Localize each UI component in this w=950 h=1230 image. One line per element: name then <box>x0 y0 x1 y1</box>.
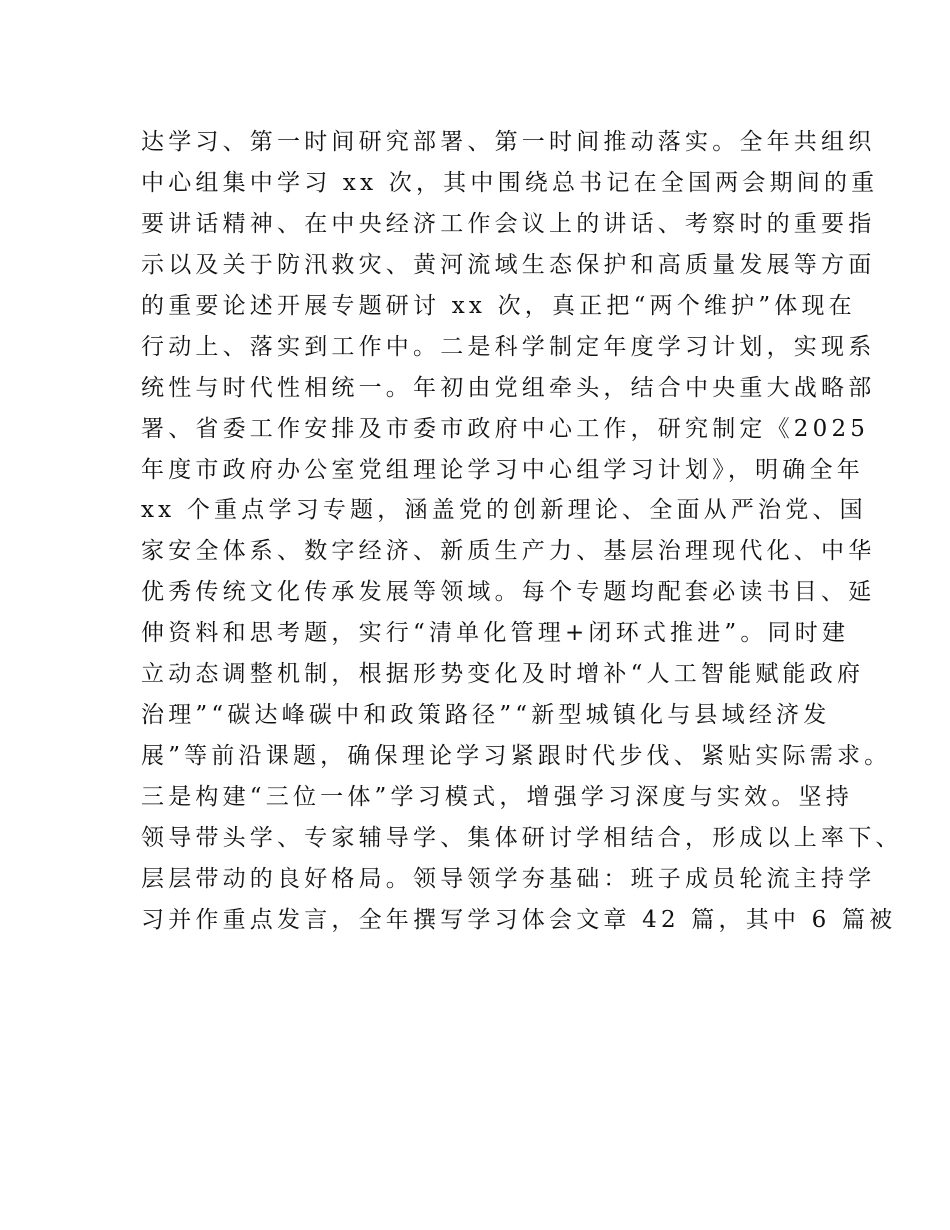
text-line: 达学习、第一时间研究部署、第一时间推动落实。全年共组织 <box>141 129 876 155</box>
text-line: 署、省委工作安排及市委市政府中心工作，研究制定《2025 <box>141 415 870 442</box>
text-line: 习并作重点发言，全年撰写学习体会文章 42 篇，其中 6 篇被 <box>141 906 897 933</box>
text-line: 三是构建“三位一体”学习模式，增强学习深度与实效。坚持 <box>141 784 853 810</box>
text-line: 治理”“碳达峰碳中和政策路径”“新型城镇化与县域经济发 <box>141 702 831 729</box>
text-line: 中心组集中学习 xx 次，其中围绕总书记在全国两会期间的重 <box>141 169 879 196</box>
body-paragraph <box>141 122 903 941</box>
text-line: 立动态调整机制，根据形势变化及时增补“人工智能赋能政府 <box>141 661 865 688</box>
text-line: 年度市政府办公室党组理论学习中心组学习计划》，明确全年 <box>141 456 864 483</box>
text-line: xx 个重点学习专题，涵盖党的创新理论、全面从严治党、国 <box>141 497 867 524</box>
text-line: 领导带头学、专家辅导学、集体研讨学相结合，形成以上率下、 <box>141 824 903 851</box>
text-line: 统性与时代性相统一。年初由党组牵头，结合中央重大战略部 <box>141 374 876 401</box>
text-line: 要讲话精神、在中央经济工作会议上的讲话、考察时的重要指 <box>141 210 876 237</box>
text-line: 展”等前沿课题，确保理论学习紧跟时代步伐、紧贴实际需求。 <box>141 743 892 770</box>
text-line: 伸资料和思考题，实行“清单化管理+闭环式推进”。同时建 <box>141 620 850 647</box>
text-line: 的重要论述开展专题研讨 xx 次，真正把“两个维护”体现在 <box>141 292 856 319</box>
text-line: 行动上、落实到工作中。二是科学制定年度学习计划，实现系 <box>141 333 876 360</box>
text-line: 优秀传统文化传承发展等领域。每个专题均配套必读书目、延 <box>141 579 876 606</box>
text-line: 家安全体系、数字经济、新质生产力、基层治理现代化、中华 <box>141 538 876 565</box>
text-line: 层层带动的良好格局。领导领学夯基础：班子成员轮流主持学 <box>141 865 876 892</box>
text-line: 示以及关于防汛救灾、黄河流域生态保护和高质量发展等方面 <box>141 251 876 278</box>
